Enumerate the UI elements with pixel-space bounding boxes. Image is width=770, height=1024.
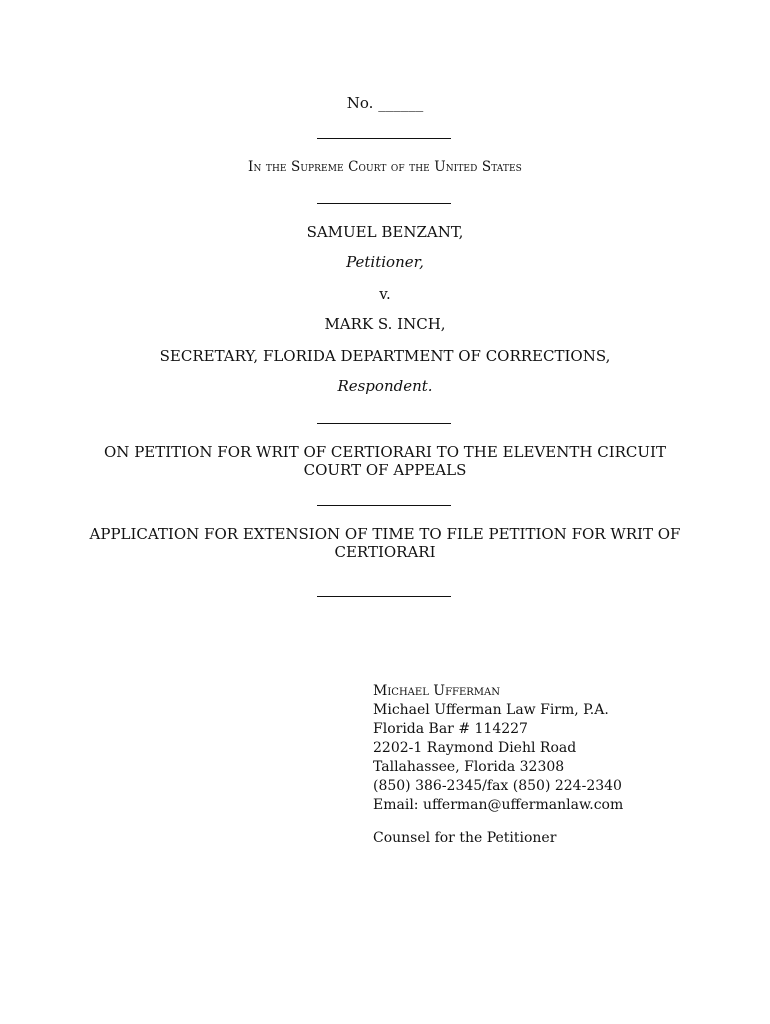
court-name-i: I xyxy=(248,159,254,175)
application-line-1: APPLICATION FOR EXTENSION OF TIME TO FILE PETITION FOR WRIT OF xyxy=(89,525,681,543)
counsel-name-ichael: ichael xyxy=(387,683,434,699)
court-name-s2: S xyxy=(481,159,492,175)
counsel-firm: Michael Ufferman Law Firm, P.A. xyxy=(373,702,609,718)
petition-line-1: ON PETITION FOR WRIT OF CERTIORARI TO THE ELEVENTH CIRCUIT xyxy=(104,443,666,461)
court-name-court-rest: ourt of the xyxy=(358,159,435,175)
divider-3 xyxy=(317,423,451,424)
divider-4 xyxy=(317,505,451,506)
counsel-block xyxy=(373,682,623,848)
divider-5 xyxy=(317,596,451,597)
court-name-united-rest: nited xyxy=(445,159,482,175)
court-name xyxy=(0,157,770,177)
court-name-s: S xyxy=(290,159,301,175)
counsel-email: Email: ufferman@uffermanlaw.com xyxy=(373,797,624,813)
divider-1 xyxy=(317,138,451,139)
court-name-in-rest: n the xyxy=(253,159,291,175)
counsel-bar: Florida Bar # 114227 xyxy=(373,721,528,737)
court-name-c: C xyxy=(348,159,359,175)
counsel-street: 2202-1 Raymond Diehl Road xyxy=(373,740,577,756)
counsel-phone: (850) 386-2345/fax (850) 224-2340 xyxy=(373,778,622,794)
versus: v. xyxy=(379,285,391,303)
petitioner-name: SAMUEL BENZANT, xyxy=(306,223,464,241)
counsel-name-m: M xyxy=(373,683,388,699)
respondent-name: MARK S. INCH, xyxy=(324,315,446,333)
counsel-city: Tallahassee, Florida 32308 xyxy=(373,759,565,775)
respondent-role: Respondent. xyxy=(337,377,433,395)
petition-line-2: COURT OF APPEALS xyxy=(303,461,467,479)
petitioner-role: Petitioner, xyxy=(346,253,424,271)
counsel-gap xyxy=(373,815,623,829)
counsel-role: Counsel for the Petitioner xyxy=(373,830,557,846)
docket-number: No. ______ xyxy=(346,94,424,112)
counsel-name xyxy=(373,682,623,701)
respondent-title: SECRETARY, FLORIDA DEPARTMENT OF CORRECTIONS, xyxy=(159,347,611,365)
counsel-name-u: U xyxy=(433,683,446,699)
counsel-name-fferman: fferman xyxy=(445,683,501,699)
court-name-supreme-rest: upreme xyxy=(300,159,349,175)
application-line-2: CERTIORARI xyxy=(334,543,436,561)
court-name-states-rest: tates xyxy=(491,159,522,175)
court-name-u: U xyxy=(434,159,446,175)
divider-2 xyxy=(317,203,451,204)
